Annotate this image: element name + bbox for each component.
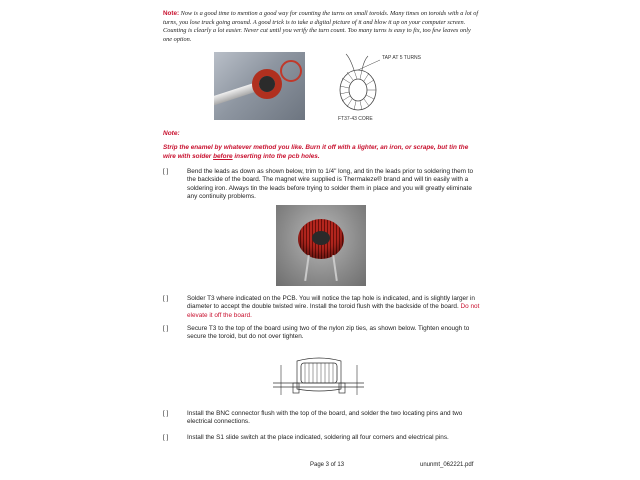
enamel-note-text: Strip the enamel by whatever method you like. Burn it off with a lighter, an iron, or scrape, but tin the wire with solder before inserting into the pcb holes. — [163, 144, 469, 160]
page-number: Page 3 of 13 — [310, 462, 345, 468]
step-checkbox[interactable]: [ ] — [163, 410, 169, 417]
note-body: Now is a good time to mention a good way for counting the turns on small toroids. Many times on toroids with a lot of turns, you lose track going around. A good trick is to take a digital picture of it and blow it up on your computer screen. Counting is clearly a lot easier. Never cut until you verify the turn count. Too many turns is easy to fix, too few leaves only one option. — [163, 10, 479, 43]
tap-label: TAP AT 5 TURNS — [382, 55, 421, 61]
step-text: Solder T3 where indicated on the PCB. You will notice the tap hole is indicated, and is slightly larger in diameter to accept the double twisted wire. Install the toroid flush with the backside of the board. Do not elevate it off the board. — [187, 295, 480, 319]
enamel-note-title: Note: — [163, 130, 180, 137]
step-checkbox[interactable]: [ ] — [163, 168, 169, 175]
step-text: Install the BNC connector flush with the top of the board, and solder the two locating pins and two electrical connections. — [187, 410, 463, 426]
zip-tie-mount-diagram — [271, 357, 366, 398]
turn-counting-note — [163, 10, 481, 44]
note-lead: Note: — [163, 10, 180, 17]
file-name: ununmt_062221.pdf — [420, 462, 474, 468]
core-label: FT37-43 CORE — [338, 116, 373, 122]
step-checkbox[interactable]: [ ] — [163, 434, 169, 441]
toroid-leads-photo — [276, 205, 366, 286]
step-checkbox[interactable]: [ ] — [163, 325, 169, 332]
step-text: Secure T3 to the top of the board using two of the nylon zip ties, as shown below. Tighten enough to secure the toroid, but do not over tighten. — [187, 325, 470, 341]
toroid-winding-photo — [214, 52, 305, 120]
underlined-word: before — [213, 152, 233, 160]
step-checkbox[interactable]: [ ] — [163, 295, 169, 302]
warning-text: Do not elevate it off the board. — [187, 303, 480, 319]
step-text: Bend the leads as down as shown below, trim to 1/4" long, and tin the leads prior to soldering them to the backside of the board. The magnet wire supplied is Thermaleze® brand and will tin easily with a soldering iron. Always tin the leads before trying to solder them in place and you will greatly eliminate any continuity problems. — [187, 168, 474, 200]
toroid-tap-diagram — [318, 50, 440, 122]
step-text: Install the S1 slide switch at the place indicated, soldering all four corners and electrical pins. — [187, 434, 449, 441]
